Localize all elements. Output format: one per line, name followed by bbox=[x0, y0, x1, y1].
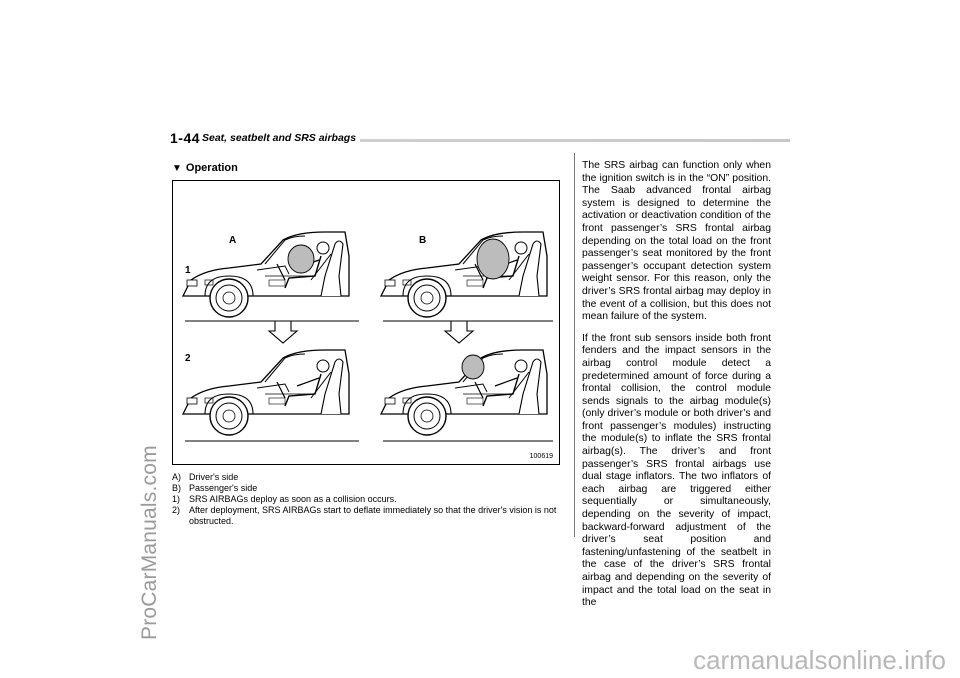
airbag-operation-figure bbox=[172, 180, 560, 465]
caption-item bbox=[172, 472, 562, 483]
page-number: 1-44 bbox=[170, 130, 201, 146]
caption-item bbox=[172, 505, 562, 527]
body-paragraph: If the front sub sensors inside both front fenders and the impact sensors in the airbag control module detect a predetermined amount of force during a frontal collision, the control module sends signals to the airbag module(s) (only driver’s module or both driver’s and front passenger’s modules) instructing the module(s) to inflate the SRS frontal airbag(s). The driver’s and front passenger’s SRS frontal airbags use dual stage inflators. The two inflators of each airbag are triggered either sequentially or simultaneously, depending on the severity of impact, backward-forward adjustment of the driver’s seat position and fastening/unfastening of the seatbelt in the case of the driver’s SRS frontal airbag and depending on the severity of impact and the total load on the seat in the bbox=[582, 332, 771, 609]
airbag-icon bbox=[477, 239, 509, 279]
caption-text: Driver's side bbox=[189, 472, 239, 482]
caption-key: B) bbox=[172, 483, 181, 493]
figure-number: 100619 bbox=[529, 453, 553, 460]
figure-captions bbox=[172, 472, 562, 527]
caption-item bbox=[172, 494, 562, 505]
caption-text: SRS AIRBAGs deploy as soon as a collision occurs. bbox=[189, 494, 397, 504]
caption-key: 1) bbox=[172, 494, 181, 504]
passenger-car-deploy bbox=[381, 232, 547, 317]
caption-key: 2) bbox=[172, 505, 181, 515]
column-divider bbox=[574, 153, 575, 537]
driver-car-deploy bbox=[183, 232, 349, 317]
down-arrow-icon bbox=[269, 321, 297, 343]
body-paragraph: The SRS airbag can function only when the ignition switch is in the “ON” position. The Saab advanced frontal airbag system is designed to determine the activation or deactivation condition of the front passenger’s SRS frontal airbag depending on the total load on the front passenger’s seat monitored by the front passenger’s occupant detection system weight sensor. For this reason, only the driver’s SRS frontal airbag may deploy in the event of a collision, but this does not mean failure of the system. bbox=[582, 160, 771, 323]
bottom-watermark: carmanualsonline.info bbox=[693, 645, 946, 675]
label-b: B bbox=[419, 235, 427, 246]
section-heading bbox=[172, 162, 238, 174]
section-heading-text: Operation bbox=[185, 162, 238, 174]
driver-car-deflate bbox=[183, 350, 349, 435]
body-text-column bbox=[582, 160, 771, 619]
heading-triangle-icon: ▼ bbox=[172, 163, 182, 174]
down-arrow-icon bbox=[445, 321, 473, 343]
caption-text: Passenger's side bbox=[189, 483, 258, 493]
label-a: A bbox=[229, 235, 237, 246]
airbag-icon bbox=[288, 245, 314, 273]
label-1: 1 bbox=[185, 265, 191, 276]
passenger-car-deflate bbox=[381, 350, 547, 435]
side-watermark: ProCarManuals.com bbox=[138, 445, 161, 640]
airbag-icon bbox=[462, 355, 484, 379]
label-2: 2 bbox=[185, 353, 191, 364]
caption-item bbox=[172, 483, 562, 494]
airbag-illustration bbox=[173, 181, 559, 464]
caption-key: A) bbox=[172, 472, 181, 482]
chapter-title: Seat, seatbelt and SRS airbags bbox=[202, 132, 360, 144]
caption-text: After deployment, SRS AIRBAGs start to deflate immediately so that the driver's vision is not obstructed. bbox=[189, 505, 557, 526]
